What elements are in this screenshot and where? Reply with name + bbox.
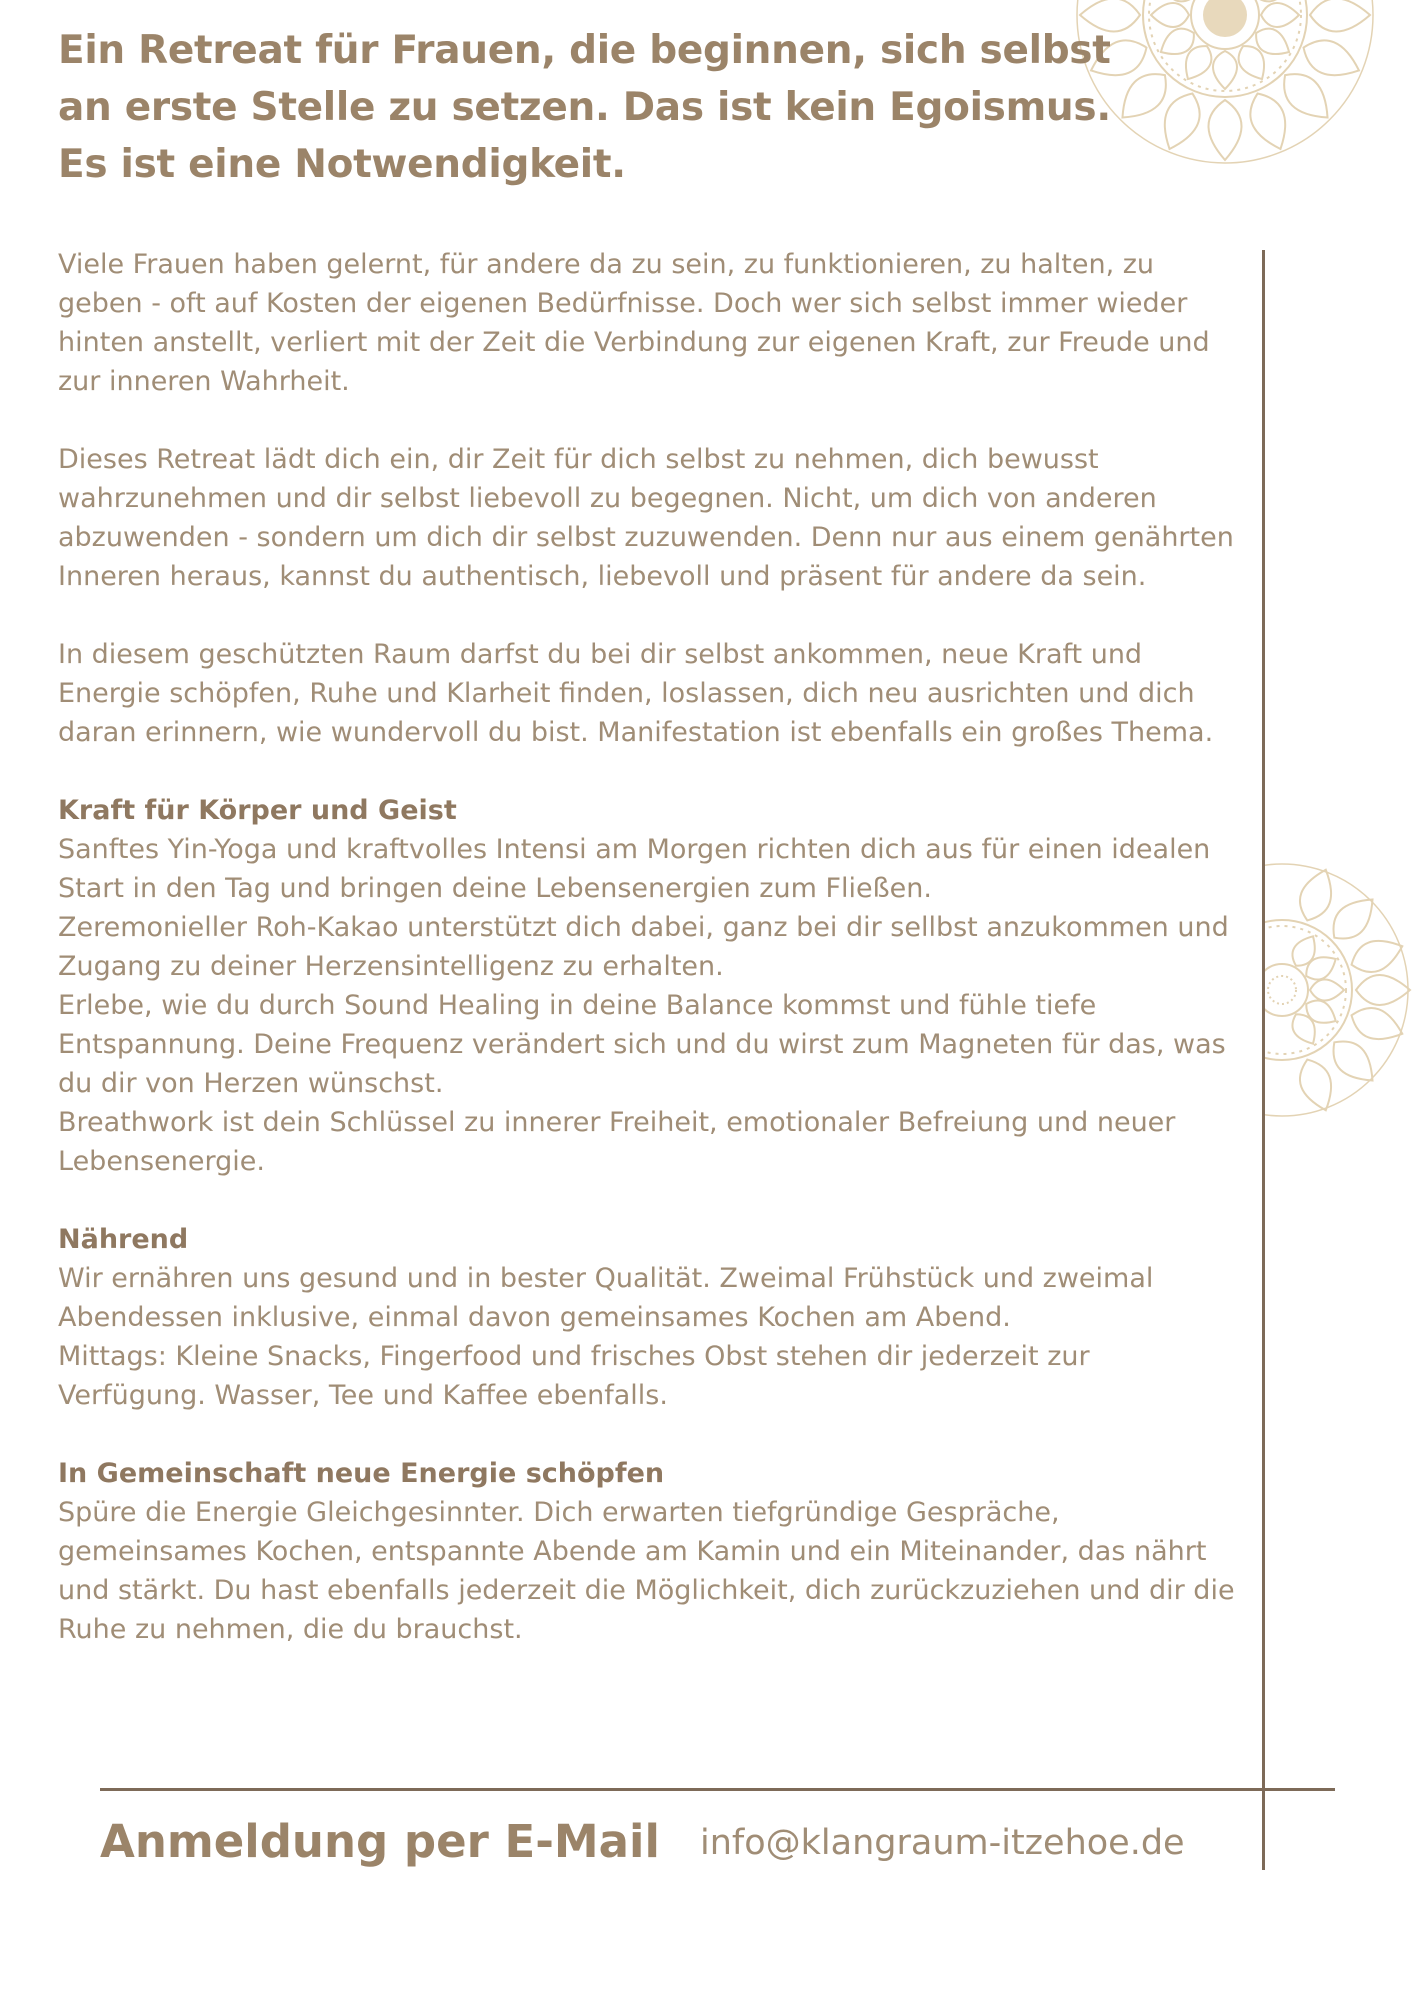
mandala-ornament-top-icon [1070,0,1380,180]
section-line: Spüre die Energie Gleichgesinnter. Dich erwarten tiefgründige Gespräche, gemeinsames Kochen, entspannte Abende am Kamin und ein Miteinander, das nährt und stärkt. Du hast ebenfalls jederzeit die Möglichkeit, dich zurückzuziehen und dir die Ruhe zu nehmen, die du brauchst. [58,1497,1235,1645]
section-line: Mittags: Kleine Snacks, Fingerfood und frisches Obst stehen dir jederzeit zur Verfügung. Wasser, Tee und Kaffee ebenfalls. [58,1341,1090,1411]
section-title: In Gemeinschaft neue Energie schöpfen [58,1458,665,1489]
headline-line: Es ist eine Notwendigkeit. [58,142,626,187]
section-title: Kraft für Körper und Geist [58,795,457,826]
section-line: Breathwork ist dein Schlüssel zu innerer Freiheit, emotionaler Befreiung und neuer Lebensenergie. [58,1107,1176,1177]
section-line: Zeremonieller Roh-Kakao unterstützt dich dabei, ganz bei dir sellbst anzukommen und Zugang zu deiner Herzensintelligenz zu erhalten. [58,912,1229,982]
horizontal-divider [100,1788,1335,1791]
intro-paragraph: Viele Frauen haben gelernt, für andere da zu sein, zu funktionieren, zu halten, zu geben - oft auf Kosten der eigenen Bedürfnisse. Doch wer sich selbst immer wieder hinten anstellt, verliert mit der Zeit die Verbindung zur eigenen Kraft, zur Freude und zur inneren Wahrheit. [58,249,1210,397]
section-body-community [58,1454,1238,1649]
contact-email-link[interactable]: info@klangraum-itzehoe.de [700,1823,1185,1863]
section-body-power [58,791,1238,1181]
intro-paragraph: Dieses Retreat lädt dich ein, dir Zeit für dich selbst zu nehmen, dich bewusst wahrzunehmen und dir selbst liebevoll zu begegnen. Nicht, um dich von anderen abzuwenden - sondern um dich dir selbst zuzuwenden. Denn nur aus einem genährten Inneren heraus, kannst du authentisch, liebevoll und präsent für andere da sein. [58,444,1234,592]
section-line: Sanftes Yin-Yoga und kraftvolles Intensi am Morgen richten dich aus für einen idealen Start in den Tag und bringen deine Lebensenergien zum Fließen. [58,834,1211,904]
headline-line: Ein Retreat für Frauen, die beginnen, sich selbst [58,28,1111,73]
headline-line: an erste Stelle zu setzen. Das ist kein Egoismus. [58,85,1111,130]
section-line: Wir ernähren uns gesund und in bester Qualität. Zweimal Frühstück und zweimal Abendessen inklusive, einmal davon gemeinsames Kochen am Abend. [58,1263,1154,1333]
registration-title: Anmeldung per E-Mail [100,1815,660,1868]
intro-paragraph: In diesem geschützten Raum darfst du bei dir selbst ankommen, neue Kraft und Energie schöpfen, Ruhe und Klarheit finden, loslassen, dich neu ausrichten und dich daran erinnern, wie wundervoll du bist. Manifestation ist ebenfalls ein großes Thema. [58,639,1214,748]
section-line: Erlebe, wie du durch Sound Healing in deine Balance kommst und fühle tiefe Entspannung. Deine Frequenz verändert sich und du wirst zum Magneten für das, was du dir von Herzen wünschst. [58,990,1226,1099]
vertical-divider [1262,250,1265,1870]
section-title: Nährend [58,1224,189,1255]
section-body-nourishing [58,1220,1238,1415]
page-headline [58,22,1111,193]
mandala-ornament-side-icon [1262,855,1415,1125]
body-content [58,245,1238,1688]
